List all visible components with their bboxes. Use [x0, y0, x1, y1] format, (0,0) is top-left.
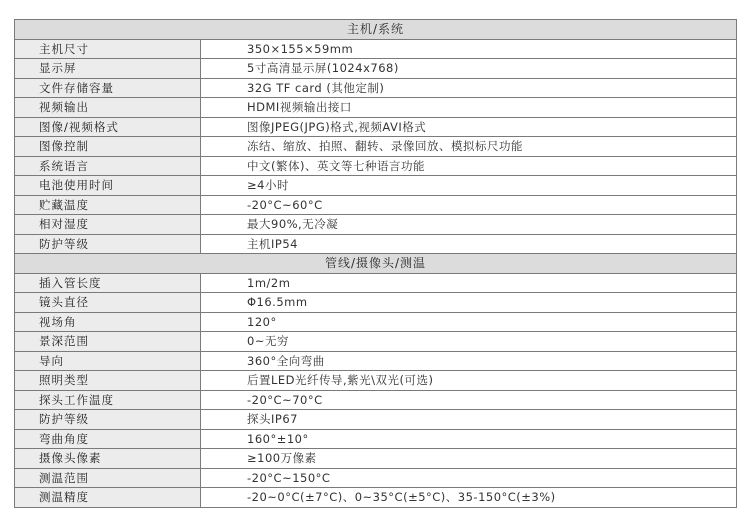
spec-value: 1m/2m — [201, 273, 737, 293]
spec-value: ≥100万像素 — [201, 449, 737, 469]
spec-label: 摄像头像素 — [15, 449, 201, 469]
spec-value: 5寸高清显示屏(1024x768) — [201, 59, 737, 79]
spec-value: 360°全向弯曲 — [201, 351, 737, 371]
spec-value: -20°C~60°C — [201, 195, 737, 215]
spec-value: -20°C~150°C — [201, 468, 737, 488]
table-row — [15, 195, 737, 215]
table-row — [15, 429, 737, 449]
spec-label: 文件存储容量 — [15, 78, 201, 98]
spec-value: 冻结、缩放、拍照、翻转、录像回放、模拟标尺功能 — [201, 137, 737, 157]
spec-label: 防护等级 — [15, 410, 201, 430]
table-row — [15, 410, 737, 430]
spec-table-body — [15, 20, 737, 508]
spec-label: 探头工作温度 — [15, 390, 201, 410]
spec-value: 后置LED光纤传导,紫光\双光(可选) — [201, 371, 737, 391]
spec-value: 350×155×59mm — [201, 39, 737, 59]
spec-value: 图像JPEG(JPG)格式,视频AVI格式 — [201, 117, 737, 137]
table-row — [15, 488, 737, 508]
spec-label: 图像控制 — [15, 137, 201, 157]
spec-value: 主机IP54 — [201, 234, 737, 254]
spec-label: 视场角 — [15, 312, 201, 332]
table-row — [15, 234, 737, 254]
spec-label: 弯曲角度 — [15, 429, 201, 449]
table-row — [15, 390, 737, 410]
spec-label: 系统语言 — [15, 156, 201, 176]
spec-label: 显示屏 — [15, 59, 201, 79]
spec-label: 贮藏温度 — [15, 195, 201, 215]
table-row — [15, 293, 737, 313]
table-row — [15, 176, 737, 196]
section-header-row — [15, 20, 737, 40]
spec-value: 120° — [201, 312, 737, 332]
table-row — [15, 351, 737, 371]
spec-value: 最大90%,无冷凝 — [201, 215, 737, 235]
spec-label: 防护等级 — [15, 234, 201, 254]
spec-label: 测温精度 — [15, 488, 201, 508]
spec-value: Φ16.5mm — [201, 293, 737, 313]
spec-value: HDMI视频输出接口 — [201, 98, 737, 118]
spec-label: 图像/视频格式 — [15, 117, 201, 137]
spec-label: 景深范围 — [15, 332, 201, 352]
spec-value: -20~0°C(±7°C)、0~35°C(±5°C)、35-150°C(±3%) — [201, 488, 737, 508]
table-row — [15, 98, 737, 118]
spec-label: 电池使用时间 — [15, 176, 201, 196]
spec-value: -20°C~70°C — [201, 390, 737, 410]
spec-label: 主机尺寸 — [15, 39, 201, 59]
table-row — [15, 468, 737, 488]
section-header-row — [15, 254, 737, 274]
spec-value: 中文(繁体)、英文等七种语言功能 — [201, 156, 737, 176]
spec-label: 插入管长度 — [15, 273, 201, 293]
table-row — [15, 273, 737, 293]
table-row — [15, 156, 737, 176]
spec-value: 160°±10° — [201, 429, 737, 449]
spec-table — [14, 19, 737, 508]
spec-label: 相对湿度 — [15, 215, 201, 235]
spec-value: 探头IP67 — [201, 410, 737, 430]
spec-value: 0~无穷 — [201, 332, 737, 352]
table-row — [15, 371, 737, 391]
spec-label: 视频输出 — [15, 98, 201, 118]
spec-label: 导向 — [15, 351, 201, 371]
spec-label: 照明类型 — [15, 371, 201, 391]
spec-label: 镜头直径 — [15, 293, 201, 313]
table-row — [15, 117, 737, 137]
table-row — [15, 449, 737, 469]
table-row — [15, 332, 737, 352]
spec-value: 32G TF card (其他定制) — [201, 78, 737, 98]
spec-value: ≥4小时 — [201, 176, 737, 196]
section-title: 主机/系统 — [15, 20, 737, 40]
table-row — [15, 312, 737, 332]
table-row — [15, 137, 737, 157]
table-row — [15, 215, 737, 235]
table-row — [15, 59, 737, 79]
spec-label: 测温范围 — [15, 468, 201, 488]
table-row — [15, 78, 737, 98]
table-row — [15, 39, 737, 59]
section-title: 管线/摄像头/测温 — [15, 254, 737, 274]
